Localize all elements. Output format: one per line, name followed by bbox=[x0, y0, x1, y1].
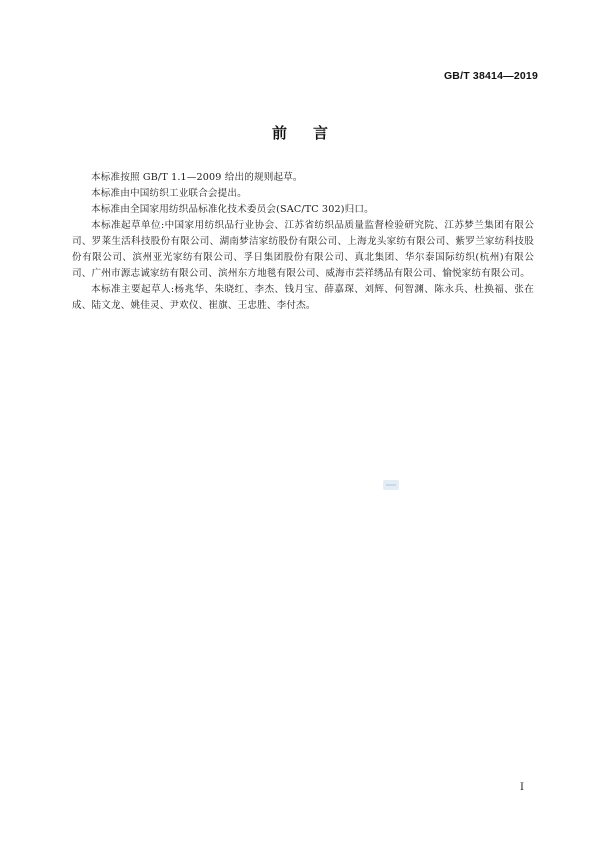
page-title: 前言 bbox=[271, 124, 354, 142]
foreword-body bbox=[72, 170, 534, 314]
paragraph-drafting-units: 本标准起草单位:中国家用纺织品行业协会、江苏省纺织品质量监督检验研究院、江苏梦兰集团有限公司、罗莱生活科技股份有限公司、湖南梦洁家纺股份有限公司、上海龙头家纺有限公司、紫罗兰家纺科技股份有限公司、滨州亚光家纺有限公司、孚日集团股份有限公司、真北集团、华尔泰国际纺织(杭州)有限公司、广州市源志诚家纺有限公司、滨州东方地毯有限公司、威海市芸祥绣品有限公司、愉悦家纺有限公司。 bbox=[72, 220, 534, 279]
paragraph-committee: 本标准由全国家用纺织品标准化技术委员会(SAC/TC 302)归口。 bbox=[91, 204, 374, 215]
paragraph-proposer: 本标准由中国纺织工业联合会提出。 bbox=[91, 188, 247, 199]
paragraph-drafting-rules: 本标准按照 GB/T 1.1—2009 给出的规则起草。 bbox=[91, 172, 303, 183]
standard-code: GB/T 38414—2019 bbox=[443, 70, 538, 82]
page-number: I bbox=[520, 782, 524, 793]
faint-logo-icon bbox=[383, 480, 399, 490]
paragraph-drafters: 本标准主要起草人:杨兆华、朱晓红、李杰、钱月宝、薛嘉琛、刘辉、何智渊、陈永兵、杜换福、张在成、陆文龙、姚佳灵、尹欢仪、崔旗、王忠胜、李付杰。 bbox=[72, 284, 534, 311]
